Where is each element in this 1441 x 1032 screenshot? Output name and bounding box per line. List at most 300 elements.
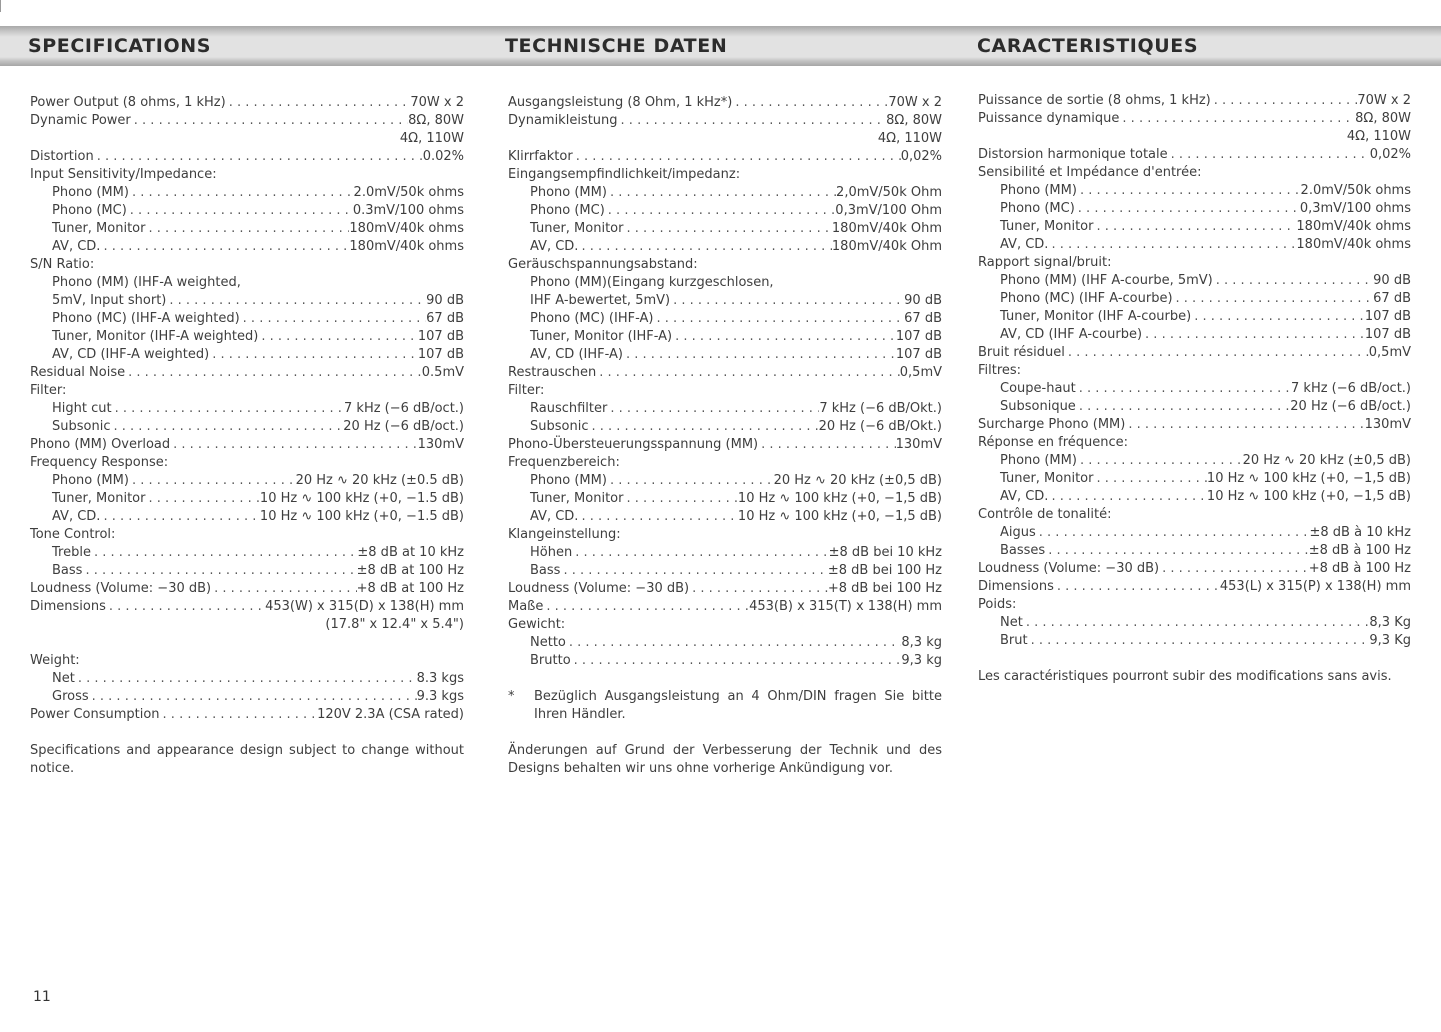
dot-leader: [131, 112, 408, 130]
spec-label: AV, CD.: [530, 509, 579, 524]
dot-leader: [653, 310, 904, 328]
spec-group-heading: Filter:: [508, 383, 545, 398]
spec-value: 70W x 2: [888, 95, 942, 110]
spec-row: [30, 544, 464, 562]
spec-row: [508, 598, 942, 616]
dot-leader: [209, 346, 418, 364]
spec-row: [978, 272, 1411, 290]
change-notice-german: Änderungen auf Grund der Verbesserung der Technik und des Designs behalten wir uns ohne vorherige Ankündigung vor.: [508, 743, 942, 776]
spec-label: Net: [1000, 615, 1023, 630]
spec-group-heading: Klangeinstellung:: [508, 527, 621, 542]
spec-value: ±8 dB bei 10 kHz: [828, 545, 942, 560]
spec-label: Ausgangsleistung (8 Ohm, 1 kHz*): [508, 95, 733, 110]
spec-label: Dynamikleistung: [508, 113, 618, 128]
spec-value: 130mV: [417, 437, 464, 452]
spec-value: +8 dB bei 100 Hz: [827, 581, 942, 596]
dot-leader: [607, 400, 819, 418]
spec-row: [30, 472, 464, 490]
spec-row: [508, 400, 942, 418]
spec-label: Maße: [508, 599, 544, 614]
spec-group-heading: S/N Ratio:: [30, 257, 95, 272]
spec-row: [30, 508, 464, 526]
spec-value: 20 Hz (−6 dB/Okt.): [818, 419, 942, 434]
spec-group-heading: Eingangsempfindlichkeit/impedanz:: [508, 167, 741, 182]
spec-group-heading: Rapport signal/bruit:: [978, 255, 1112, 270]
change-notice-french: Les caractéristiques pourront subir des modifications sans avis.: [978, 669, 1392, 684]
spec-value: 4Ω, 110W: [877, 131, 942, 146]
spec-value: 0,5mV: [1368, 345, 1411, 360]
spec-label: 5mV, Input short): [52, 293, 167, 308]
spec-continuation: [30, 130, 464, 148]
spec-label: Bruit résiduel: [978, 345, 1065, 360]
spec-value: 0,3mV/100 Ohm: [835, 203, 942, 218]
spec-value: 180mV/40k ohms: [349, 221, 464, 236]
spec-value: 453(W) x 315(D) x 138(H) mm: [265, 599, 464, 614]
spec-row: [508, 238, 942, 256]
spec-value: 180mV/40k Ohm: [831, 221, 942, 236]
dot-leader: [566, 634, 902, 652]
spec-group-heading: Weight:: [30, 653, 80, 668]
spec-label: IHF A-bewertet, 5mV): [530, 293, 671, 308]
spec-row: [978, 452, 1411, 470]
spec-value: 180mV/40k ohms: [1296, 237, 1411, 252]
spec-value: 8Ω, 80W: [886, 113, 942, 128]
spec-row: [508, 634, 942, 652]
specifications-column-french: [978, 92, 1411, 686]
dot-leader: [572, 544, 828, 562]
spec-label: Power Output (8 ohms, 1 kHz): [30, 95, 226, 110]
spec-row: [978, 398, 1411, 416]
dot-leader: [732, 94, 888, 112]
dot-leader: [1093, 218, 1296, 236]
spec-group-heading: Filtres:: [978, 363, 1022, 378]
dot-leader: [672, 328, 896, 346]
spec-row: [30, 220, 464, 238]
spec-list-french: [978, 92, 1411, 650]
spec-label: Subsonique: [1000, 399, 1076, 414]
spec-value: 120V 2.3A (CSA rated): [317, 707, 464, 722]
spec-label: Phono (MM) (IHF A-courbe, 5mV): [1000, 273, 1213, 288]
spec-label: Höhen: [530, 545, 573, 560]
heading-caracteristiques: CARACTERISTIQUES: [977, 35, 1199, 57]
spec-label: Distorsion harmonique totale: [978, 147, 1168, 162]
spec-row: [508, 328, 942, 346]
spec-value: 10 Hz ∿ 100 kHz (+0, −1,5 dB): [737, 509, 942, 524]
spec-label: Bass: [52, 563, 83, 578]
spec-value: 107 dB: [417, 329, 464, 344]
spec-value: 67 dB: [904, 311, 942, 326]
spec-row: [978, 380, 1411, 398]
spec-value: 9.3 kgs: [416, 689, 464, 704]
spec-label: Phono (MC) (IHF A-courbe): [1000, 291, 1173, 306]
dot-leader: [596, 364, 900, 382]
spec-label: Dynamic Power: [30, 113, 131, 128]
spec-label: Residual Noise: [30, 365, 126, 380]
dot-leader: [1065, 344, 1369, 362]
spec-row: [30, 490, 464, 508]
dot-leader: [129, 184, 354, 202]
spec-label: Brutto: [530, 653, 571, 668]
spec-row: [508, 490, 942, 508]
spec-value: 2,0mV/50k Ohm: [836, 185, 942, 200]
dot-leader: [1048, 236, 1296, 254]
spec-row: [978, 488, 1411, 506]
dot-leader: [560, 562, 827, 580]
spec-label: Tuner, Monitor: [1000, 219, 1094, 234]
spec-value: 180mV/40k ohms: [349, 239, 464, 254]
spec-value: 180mV/40k ohms: [1296, 219, 1411, 234]
spec-row: [30, 328, 464, 346]
spec-label: Loudness (Volume: −30 dB): [30, 581, 212, 596]
dot-leader: [211, 580, 357, 598]
spec-label: AV, CD.: [52, 239, 101, 254]
spec-value: 20 Hz ∿ 20 kHz (±0,5 dB): [1242, 453, 1411, 468]
spec-group-heading: Réponse en fréquence:: [978, 435, 1129, 450]
scan-mark: [0, 0, 1, 12]
spec-label: Phono (MM): [1000, 183, 1077, 198]
spec-value: 130mV: [895, 437, 942, 452]
spec-value: ±8 dB bei 100 Hz: [827, 563, 942, 578]
spec-value: 0.3mV/100 ohms: [352, 203, 464, 218]
spec-value: 10 Hz ∿ 100 kHz (+0, −1,5 dB): [737, 491, 942, 506]
spec-value: 20 Hz ∿ 20 kHz (±0,5 dB): [773, 473, 942, 488]
spec-value: ±8 dB à 10 kHz: [1309, 525, 1411, 540]
spec-row: [978, 560, 1411, 578]
spec-value: 10 Hz ∿ 100 kHz (+0, −1,5 dB): [1206, 471, 1411, 486]
spec-label: Brut: [1000, 633, 1028, 648]
spec-row: [508, 652, 942, 670]
spec-label: Gross: [52, 689, 89, 704]
spec-label: Coupe-haut: [1000, 381, 1076, 396]
spec-list-english: [30, 94, 464, 724]
spec-value: 8Ω, 80W: [1355, 111, 1411, 126]
spec-row: [30, 364, 464, 382]
spec-label: Tuner, Monitor: [52, 221, 146, 236]
spec-value: 90 dB: [904, 293, 942, 308]
spec-row: [978, 218, 1411, 236]
spec-row: [508, 184, 942, 202]
spec-value: 67 dB: [1373, 291, 1411, 306]
spec-row: [978, 236, 1411, 254]
spec-value: 7 kHz (−6 dB/oct.): [1291, 381, 1411, 396]
spec-value: 10 Hz ∿ 100 kHz (+0, −1.5 dB): [259, 509, 464, 524]
spec-label: Aigus: [1000, 525, 1036, 540]
spec-row: [978, 632, 1411, 650]
spec-group-heading: Contrôle de tonalité:: [978, 507, 1112, 522]
dot-leader: [1036, 524, 1310, 542]
spec-value: 8,3 Kg: [1369, 615, 1411, 630]
dot-leader: [1142, 326, 1365, 344]
spec-row: [30, 94, 464, 112]
spec-row: [30, 688, 464, 706]
spec-label: Distortion: [30, 149, 94, 164]
spec-row: [978, 524, 1411, 542]
spec-label: Puissance de sortie (8 ohms, 1 kHz): [978, 93, 1211, 108]
spec-row: [508, 112, 942, 130]
spec-row: [30, 292, 464, 310]
spec-row: [978, 470, 1411, 488]
dot-leader: [623, 346, 896, 364]
spec-row: [508, 220, 942, 238]
spec-value: 107 dB: [1364, 327, 1411, 342]
spec-row: [30, 238, 464, 256]
spec-label: Netto: [530, 635, 566, 650]
spec-label: Tuner, Monitor: [1000, 471, 1094, 486]
spec-row: [30, 400, 464, 418]
spec-value: 7 kHz (−6 dB/Okt.): [819, 401, 942, 416]
spec-label: AV, CD (IHF-A): [530, 347, 623, 362]
dot-leader: [110, 418, 343, 436]
spec-label: Net: [52, 671, 75, 686]
spec-row: [978, 416, 1411, 434]
spec-label: AV, CD.: [52, 509, 101, 524]
dot-leader: [91, 544, 357, 562]
spec-value: 0,02%: [900, 149, 942, 164]
dot-leader: [1076, 380, 1291, 398]
spec-label: Tuner, Monitor (IHF-A): [530, 329, 673, 344]
spec-value: 107 dB: [417, 347, 464, 362]
spec-label: Phono (MM) Overload: [30, 437, 171, 452]
spec-value: 90 dB: [426, 293, 464, 308]
spec-label: Bass: [530, 563, 561, 578]
dot-leader: [1045, 542, 1309, 560]
spec-value: 10 Hz ∿ 100 kHz (+0, −1,5 dB): [1206, 489, 1411, 504]
spec-label: Loudness (Volume: −30 dB): [508, 581, 690, 596]
spec-row: [978, 146, 1411, 164]
spec-value: 0,3mV/100 ohms: [1299, 201, 1411, 216]
spec-row: [508, 418, 942, 436]
spec-value: 453(B) x 315(T) x 138(H) mm: [749, 599, 942, 614]
spec-value: ±8 dB at 100 Hz: [356, 563, 464, 578]
footnote-marker: *: [508, 689, 515, 704]
spec-label: Phono (MC) (IHF-A): [530, 311, 654, 326]
spec-value: 9,3 Kg: [1369, 633, 1411, 648]
spec-row: [978, 344, 1411, 362]
dot-leader: [1048, 488, 1206, 506]
spec-value: 8.3 kgs: [416, 671, 464, 686]
spec-label: Phono (MM): [530, 473, 607, 488]
spec-row: [508, 544, 942, 562]
spec-row: [30, 202, 464, 220]
dot-leader: [170, 436, 418, 454]
dot-leader: [1159, 560, 1309, 578]
spec-label: Phono (MM): [530, 185, 607, 200]
spec-row: [978, 614, 1411, 632]
spec-row: [508, 202, 942, 220]
dot-leader: [226, 94, 411, 112]
spec-label: Hight cut: [52, 401, 112, 416]
spec-label: Dimensions: [30, 599, 106, 614]
dot-leader: [578, 238, 831, 256]
spec-label: Dimensions: [978, 579, 1054, 594]
spec-label: Subsonic: [530, 419, 589, 434]
page-number: 11: [33, 989, 51, 1005]
spec-row: [978, 308, 1411, 326]
spec-group-heading: Frequency Response:: [30, 455, 169, 470]
spec-row: [508, 94, 942, 112]
spec-value: 0,5mV: [899, 365, 942, 380]
dot-leader: [1028, 632, 1370, 650]
spec-group-heading: Phono (MM)(Eingang kurzgeschlosen,: [530, 275, 774, 290]
spec-list-german: [508, 94, 942, 670]
dot-leader: [1211, 92, 1358, 110]
spec-continuation: [508, 130, 942, 148]
spec-label: Restrauschen: [508, 365, 597, 380]
spec-group-heading: Geräuschspannungsabstand:: [508, 257, 698, 272]
spec-value: 70W x 2: [1357, 93, 1411, 108]
spec-row: [30, 598, 464, 616]
spec-label: Tuner, Monitor: [52, 491, 146, 506]
dot-leader: [1173, 290, 1374, 308]
dot-leader: [1119, 110, 1355, 128]
dot-leader: [166, 292, 426, 310]
spec-value: ±8 dB à 100 Hz: [1308, 543, 1411, 558]
dot-leader: [160, 706, 318, 724]
dot-leader: [89, 688, 417, 706]
dot-leader: [618, 112, 887, 130]
spec-group-heading: Poids:: [978, 597, 1017, 612]
dot-leader: [1023, 614, 1370, 632]
spec-row: [978, 200, 1411, 218]
spec-row: [508, 292, 942, 310]
dot-leader: [127, 202, 353, 220]
spec-label: AV, CD.: [1000, 489, 1049, 504]
spec-row: [508, 364, 942, 382]
spec-row: [508, 580, 942, 598]
spec-value: 70W x 2: [410, 95, 464, 110]
spec-value: 0.5mV: [421, 365, 464, 380]
spec-label: Phono (MM): [1000, 453, 1077, 468]
dot-leader: [1075, 200, 1300, 218]
spec-value: 20 Hz (−6 dB/oct.): [343, 419, 464, 434]
spec-row: [30, 706, 464, 724]
dot-leader: [240, 310, 426, 328]
spec-value: ±8 dB at 10 kHz: [357, 545, 464, 560]
footnote-german: [508, 688, 942, 724]
spec-value: 8,3 kg: [901, 635, 942, 650]
spec-label: AV, CD.: [530, 239, 579, 254]
spec-group-heading: Sensibilité et Impédance d'entrée:: [978, 165, 1202, 180]
heading-technische-daten: TECHNISCHE DATEN: [505, 35, 728, 57]
spec-label: Tuner, Monitor (IHF-A weighted): [52, 329, 259, 344]
spec-label: Basses: [1000, 543, 1046, 558]
spec-value: 20 Hz ∿ 20 kHz (±0.5 dB): [295, 473, 464, 488]
dot-leader: [75, 670, 417, 688]
spec-row: [978, 92, 1411, 110]
spec-label: Klirrfaktor: [508, 149, 573, 164]
dot-leader: [125, 364, 422, 382]
spec-label: Phono (MC) (IHF-A weighted): [52, 311, 240, 326]
spec-value: 7 kHz (−6 dB/oct.): [344, 401, 464, 416]
spec-value: (17.8" x 12.4" x 5.4"): [325, 617, 464, 632]
spec-group-heading: Input Sensitivity/Impedance:: [30, 167, 217, 182]
spec-label: AV, CD.: [1000, 237, 1049, 252]
spec-label: Phono (MC): [530, 203, 605, 218]
spec-group-heading: Tone Control:: [30, 527, 116, 542]
dot-leader: [129, 472, 296, 490]
footnote-text: Bezüglich Ausgangsleistung an 4 Ohm/DIN fragen Sie bitte Ihren Händler.: [534, 689, 942, 722]
dot-leader: [145, 220, 349, 238]
spec-label: Phono (MC): [52, 203, 127, 218]
spec-value: 0,02%: [1369, 147, 1411, 162]
spec-group-heading: Gewicht:: [508, 617, 566, 632]
spec-row: [978, 326, 1411, 344]
dot-leader: [94, 148, 423, 166]
spec-row: [30, 670, 464, 688]
spec-row: [508, 508, 942, 526]
dot-leader: [588, 418, 818, 436]
spec-row: [978, 290, 1411, 308]
spec-value: 9,3 kg: [901, 653, 942, 668]
spec-row: [30, 580, 464, 598]
spec-row: [508, 562, 942, 580]
dot-leader: [1213, 272, 1373, 290]
spec-value: 2.0mV/50k ohms: [353, 185, 464, 200]
spec-value: 107 dB: [895, 347, 942, 362]
spec-row: [978, 578, 1411, 596]
dot-leader: [578, 508, 737, 526]
spec-row: [508, 148, 942, 166]
dot-leader: [607, 184, 836, 202]
spec-row: [30, 418, 464, 436]
spec-label: Phono (MM): [52, 185, 129, 200]
specifications-column-english: [30, 94, 464, 778]
dot-leader: [1077, 452, 1243, 470]
dot-leader: [100, 508, 259, 526]
dot-leader: [100, 238, 349, 256]
dot-leader: [1076, 398, 1290, 416]
spec-row: [30, 346, 464, 364]
spec-label: Rauschfilter: [530, 401, 608, 416]
spec-row: [978, 110, 1411, 128]
spec-group-heading: Frequenzbereich:: [508, 455, 620, 470]
spec-value: 4Ω, 110W: [1346, 129, 1411, 144]
dot-leader: [605, 202, 836, 220]
spec-label: AV, CD (IHF A-courbe): [1000, 327, 1143, 342]
specifications-column-german: [508, 94, 942, 778]
spec-value: 90 dB: [1373, 273, 1411, 288]
spec-label: Phono (MM): [52, 473, 129, 488]
spec-value: 0.02%: [422, 149, 464, 164]
spec-row: [30, 148, 464, 166]
dot-leader: [82, 562, 356, 580]
dot-leader: [145, 490, 259, 508]
spec-row: [978, 182, 1411, 200]
spec-label: Surcharge Phono (MM): [978, 417, 1126, 432]
spec-label: AV, CD (IHF-A weighted): [52, 347, 210, 362]
spec-group-heading: Phono (MM) (IHF-A weighted,: [52, 275, 241, 290]
dot-leader: [573, 148, 901, 166]
spec-row: [30, 112, 464, 130]
spec-row: [30, 184, 464, 202]
dot-leader: [689, 580, 828, 598]
spec-row: [30, 310, 464, 328]
spec-value: 4Ω, 110W: [399, 131, 464, 146]
dot-leader: [1054, 578, 1220, 596]
spec-label: Phono (MC): [1000, 201, 1075, 216]
spec-row: [508, 436, 942, 454]
spec-label: Power Consumption: [30, 707, 160, 722]
spec-row: [508, 310, 942, 328]
spec-row: [30, 562, 464, 580]
spec-value: 8Ω, 80W: [408, 113, 464, 128]
dot-leader: [1093, 470, 1206, 488]
spec-value: 20 Hz (−6 dB/oct.): [1290, 399, 1411, 414]
dot-leader: [1077, 182, 1301, 200]
spec-group-heading: Filter:: [30, 383, 67, 398]
spec-label: Tuner, Monitor (IHF A-courbe): [1000, 309, 1192, 324]
spec-row: [508, 346, 942, 364]
